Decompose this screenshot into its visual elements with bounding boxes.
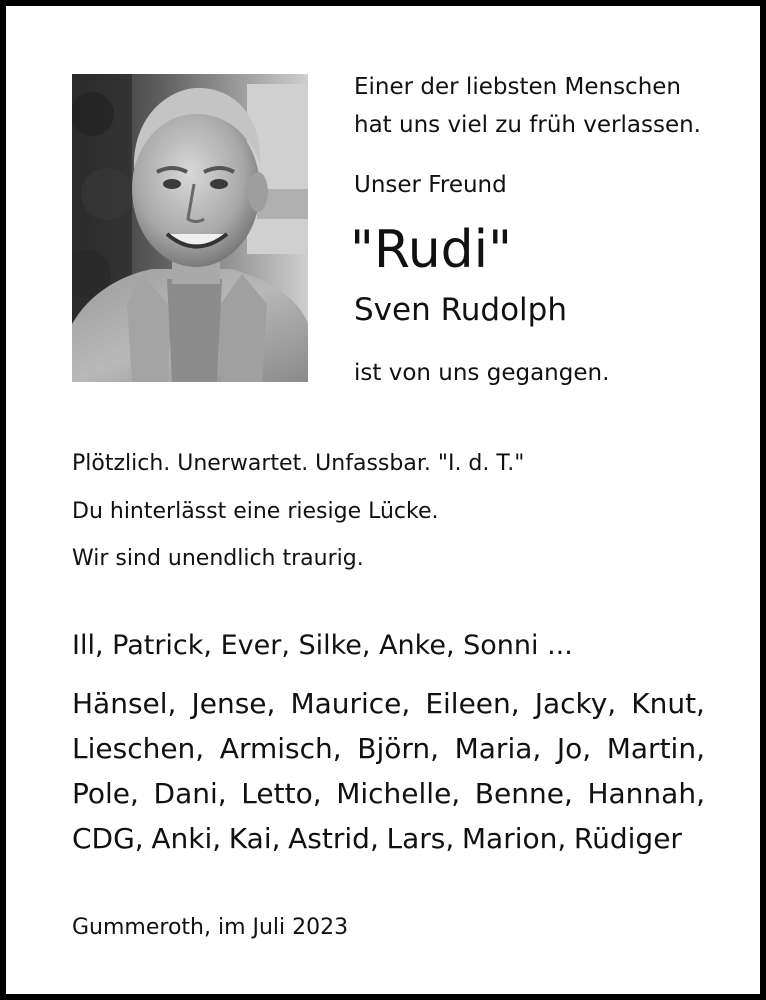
mourner-name: Eileen,: [425, 687, 520, 720]
mourner-name: Björn,: [357, 732, 440, 765]
passed-line: ist von uns gegangen.: [354, 360, 610, 386]
message-line-3: Wir sind unendlich traurig.: [72, 546, 364, 571]
mourner-name: CDG,: [72, 822, 144, 855]
mourner-name: Jacky,: [534, 687, 617, 720]
mourner-name: Dani,: [153, 777, 227, 810]
intro-line-2: hat uns viel zu früh verlassen.: [354, 112, 701, 138]
mourners-row-1: [72, 684, 705, 724]
message-line-2: Du hinterlässt eine riesige Lücke.: [72, 499, 439, 524]
portrait-photo: [72, 74, 308, 382]
place-date: Gummeroth, im Juli 2023: [72, 915, 349, 940]
mourner-name: Martin,: [606, 732, 705, 765]
mourner-name: Hannah,: [587, 777, 705, 810]
mourner-name: Astrid,: [288, 822, 379, 855]
mourner-name: Letto,: [241, 777, 322, 810]
mourner-name: Armisch,: [219, 732, 342, 765]
mourners-first-line: Ill, Patrick, Ever, Silke, Anke, Sonni ...: [72, 630, 573, 661]
mourner-name: Anki,: [151, 822, 222, 855]
mourner-name: Jense,: [191, 687, 276, 720]
mourners-row-4: [72, 819, 682, 859]
mourners-row-3: [72, 774, 705, 814]
mourner-name: Michelle,: [336, 777, 461, 810]
deceased-nickname: "Rudi": [350, 220, 513, 280]
mourner-name: Benne,: [474, 777, 573, 810]
mourner-name: Kai,: [228, 822, 281, 855]
mourner-name: Maurice,: [290, 687, 411, 720]
mourner-name: Maria,: [454, 732, 542, 765]
mourner-name: Lars,: [386, 822, 455, 855]
mourner-name: Knut,: [631, 687, 705, 720]
intro-line-1: Einer der liebsten Menschen: [354, 74, 682, 100]
deceased-full-name: Sven Rudolph: [354, 292, 567, 328]
friend-label: Unser Freund: [354, 172, 507, 198]
mourners-row-2: [72, 729, 705, 769]
mourner-name: Pole,: [72, 777, 139, 810]
portrait-image: [72, 74, 308, 382]
mourner-name: Rüdiger: [573, 822, 682, 855]
mourner-name: Marion,: [461, 822, 567, 855]
mourner-name: Hänsel,: [72, 687, 177, 720]
message-line-1: Plötzlich. Unerwartet. Unfassbar. "I. d. T.": [72, 451, 525, 476]
mourner-name: Lieschen,: [72, 732, 205, 765]
mourner-name: Jo,: [556, 732, 592, 765]
